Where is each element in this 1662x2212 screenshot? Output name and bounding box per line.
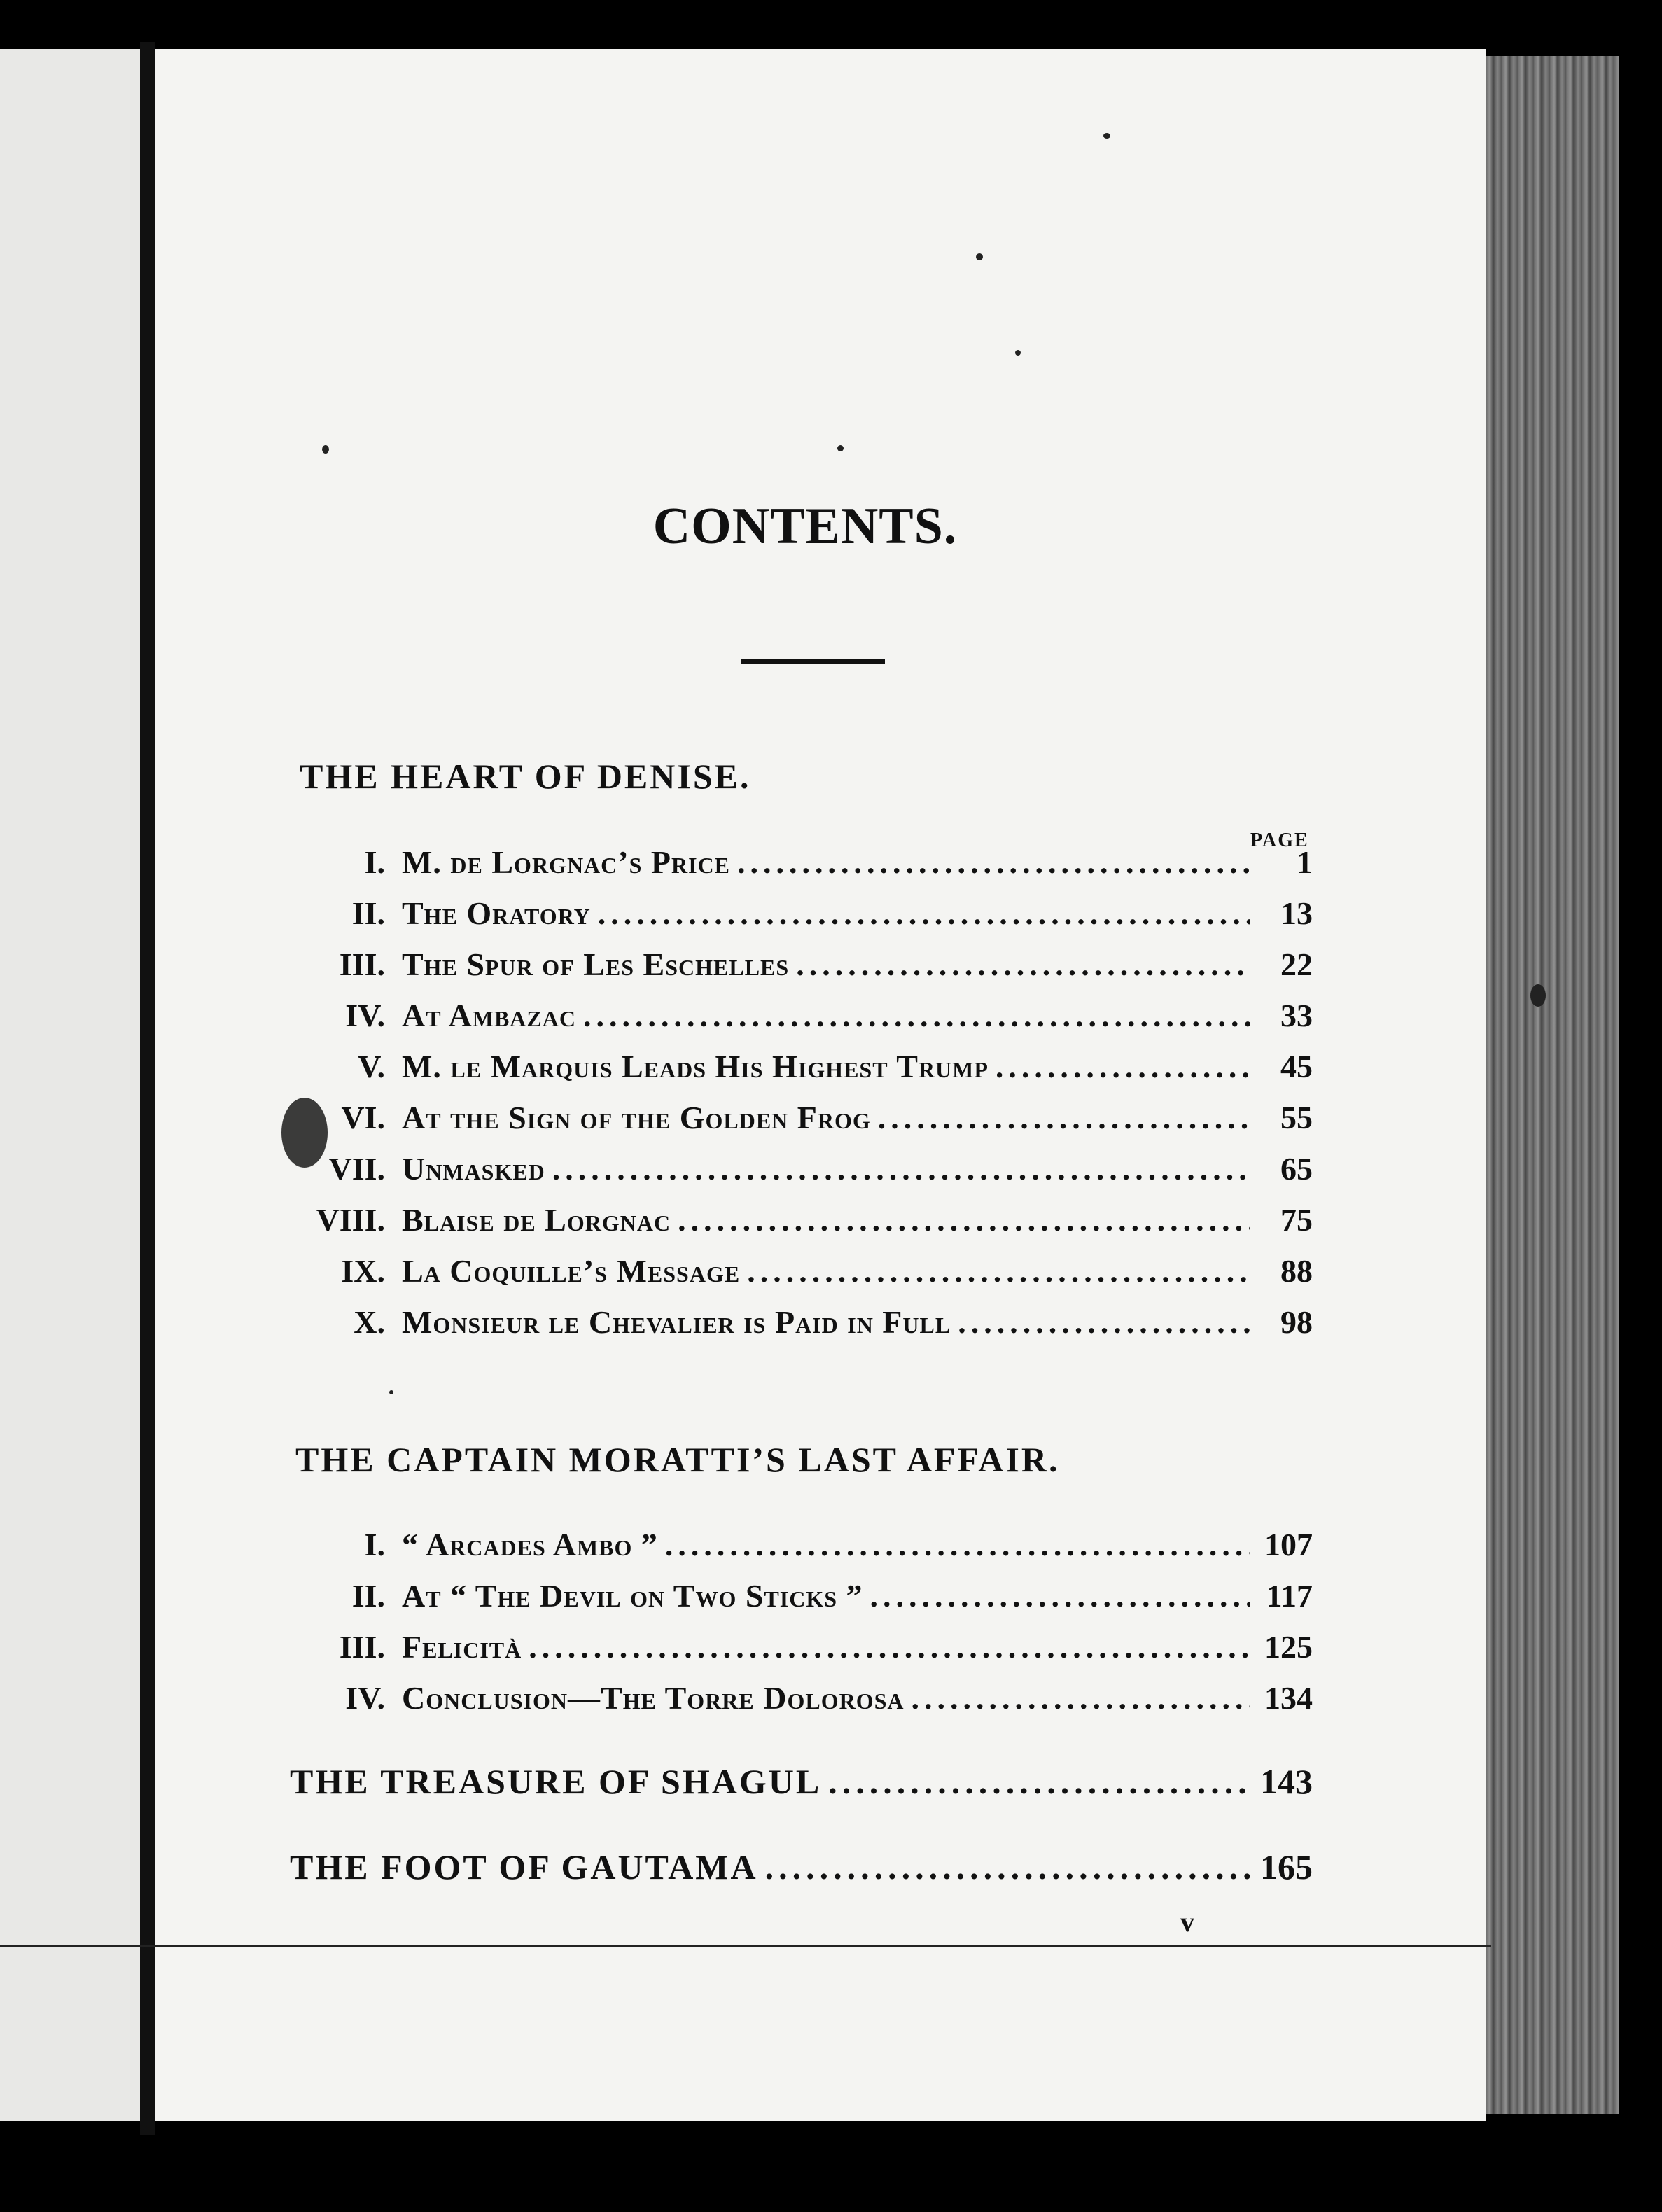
- chapter-numeral: X.: [354, 1304, 385, 1340]
- chapter-numeral: III.: [339, 946, 385, 982]
- chapter-title: Felicità: [402, 1629, 522, 1665]
- page-edge-shadow: [1486, 56, 1619, 2114]
- page-number: 125: [1264, 1629, 1313, 1665]
- toc-entry[interactable]: [287, 1679, 1313, 1721]
- section-heading: THE CAPTAIN MORATTI’S LAST AFFAIR.: [295, 1440, 1060, 1479]
- ink-speck: [976, 253, 983, 260]
- chapter-numeral: VIII.: [316, 1202, 385, 1238]
- chapter-title: At “ The Devil on Two Sticks ”: [402, 1578, 863, 1614]
- dot-leader: [765, 1847, 1250, 1887]
- toc-entry[interactable]: [287, 1526, 1313, 1568]
- toc-story-entry[interactable]: [290, 1847, 1313, 1893]
- chapter-title: At the Sign of the Golden Frog: [402, 1100, 871, 1135]
- chapter-title: La Coquille’s Message: [402, 1253, 741, 1289]
- page-number: 33: [1280, 997, 1313, 1033]
- chapter-title: M. le Marquis Leads His Highest Trump: [402, 1049, 989, 1084]
- page-column-label: PAGE: [1250, 830, 1309, 851]
- dot-leader: [828, 1761, 1250, 1802]
- ink-speck: [322, 445, 329, 454]
- page-number: 45: [1280, 1049, 1313, 1084]
- chapter-title: “ Arcades Ambo ”: [402, 1527, 658, 1562]
- facing-page-edge: [0, 49, 140, 2121]
- page-title: CONTENTS.: [652, 498, 958, 555]
- signature-mark: v: [1180, 1906, 1194, 1938]
- title-divider: [741, 659, 885, 664]
- ink-speck: [1015, 350, 1021, 356]
- toc-entry[interactable]: [287, 1628, 1313, 1670]
- page-number: 75: [1280, 1202, 1313, 1238]
- ink-speck: [837, 445, 844, 451]
- page-number: 65: [1280, 1151, 1313, 1186]
- dot-leader: [796, 946, 1250, 983]
- chapter-title: Blaise de Lorgnac: [402, 1202, 671, 1238]
- page-number: 1: [1297, 844, 1313, 880]
- toc-entry[interactable]: [287, 844, 1313, 886]
- page-number: 13: [1280, 895, 1313, 931]
- chapter-numeral: I.: [364, 1527, 385, 1562]
- toc-entry[interactable]: [287, 1577, 1313, 1619]
- chapter-numeral: IV.: [345, 997, 385, 1033]
- binding-gutter: [140, 42, 155, 2135]
- dot-leader: [678, 1201, 1250, 1238]
- chapter-numeral: II.: [351, 1578, 385, 1614]
- chapter-title: M. de Lorgnac’s Price: [402, 844, 730, 880]
- dot-leader: [912, 1679, 1250, 1716]
- ink-speck: [1530, 984, 1546, 1007]
- chapter-numeral: V.: [358, 1049, 385, 1084]
- dot-leader: [583, 997, 1250, 1034]
- toc-entry[interactable]: [287, 1303, 1313, 1345]
- toc-entry[interactable]: [287, 895, 1313, 937]
- scan-border-line: [0, 1945, 1491, 1947]
- ink-speck: [389, 1390, 393, 1394]
- dot-leader: [598, 895, 1250, 932]
- page-number: 55: [1280, 1100, 1313, 1135]
- toc-entry[interactable]: [287, 946, 1313, 988]
- toc-entry[interactable]: [287, 1099, 1313, 1141]
- page-number: 165: [1260, 1847, 1313, 1886]
- page-number: 98: [1280, 1304, 1313, 1340]
- chapter-numeral: III.: [339, 1629, 385, 1665]
- chapter-numeral: II.: [351, 895, 385, 931]
- story-title: THE FOOT OF GAUTAMA: [290, 1847, 758, 1886]
- chapter-title: Unmasked: [402, 1151, 545, 1186]
- toc-entry[interactable]: [287, 1048, 1313, 1090]
- chapter-title: At Ambazac: [402, 997, 576, 1033]
- dot-leader: [958, 1303, 1250, 1340]
- chapter-numeral: I.: [364, 844, 385, 880]
- dot-leader: [747, 1252, 1250, 1289]
- chapter-numeral: VII.: [328, 1151, 385, 1186]
- dot-leader: [665, 1526, 1250, 1563]
- dot-leader: [878, 1099, 1250, 1136]
- page-number: 134: [1264, 1680, 1313, 1716]
- toc-entry[interactable]: [287, 1201, 1313, 1243]
- toc-story-entry[interactable]: [290, 1761, 1313, 1807]
- ink-speck: [1103, 133, 1110, 139]
- section-heading: THE HEART OF DENISE.: [300, 757, 751, 796]
- chapter-numeral: IV.: [345, 1680, 385, 1716]
- dot-leader: [737, 844, 1250, 881]
- chapter-title: The Oratory: [402, 895, 591, 931]
- chapter-title: Conclusion—The Torre Dolorosa: [402, 1680, 905, 1716]
- page-number: 107: [1264, 1527, 1313, 1562]
- chapter-numeral: VI.: [341, 1100, 385, 1135]
- chapter-title: Monsieur le Chevalier is Paid in Full: [402, 1304, 951, 1340]
- toc-entry[interactable]: [287, 1150, 1313, 1192]
- story-title: THE TREASURE OF SHAGUL: [290, 1762, 822, 1801]
- chapter-title: The Spur of Les Eschelles: [402, 946, 790, 982]
- page-number: 88: [1280, 1253, 1313, 1289]
- page-number: 117: [1266, 1578, 1313, 1614]
- dot-leader: [529, 1628, 1250, 1665]
- dot-leader: [996, 1048, 1250, 1085]
- page-number: 143: [1260, 1762, 1313, 1801]
- chapter-numeral: IX.: [341, 1253, 385, 1289]
- page-number: 22: [1280, 946, 1313, 982]
- toc-entry[interactable]: [287, 1252, 1313, 1294]
- toc-entry[interactable]: [287, 997, 1313, 1039]
- dot-leader: [870, 1577, 1250, 1614]
- dot-leader: [552, 1150, 1250, 1187]
